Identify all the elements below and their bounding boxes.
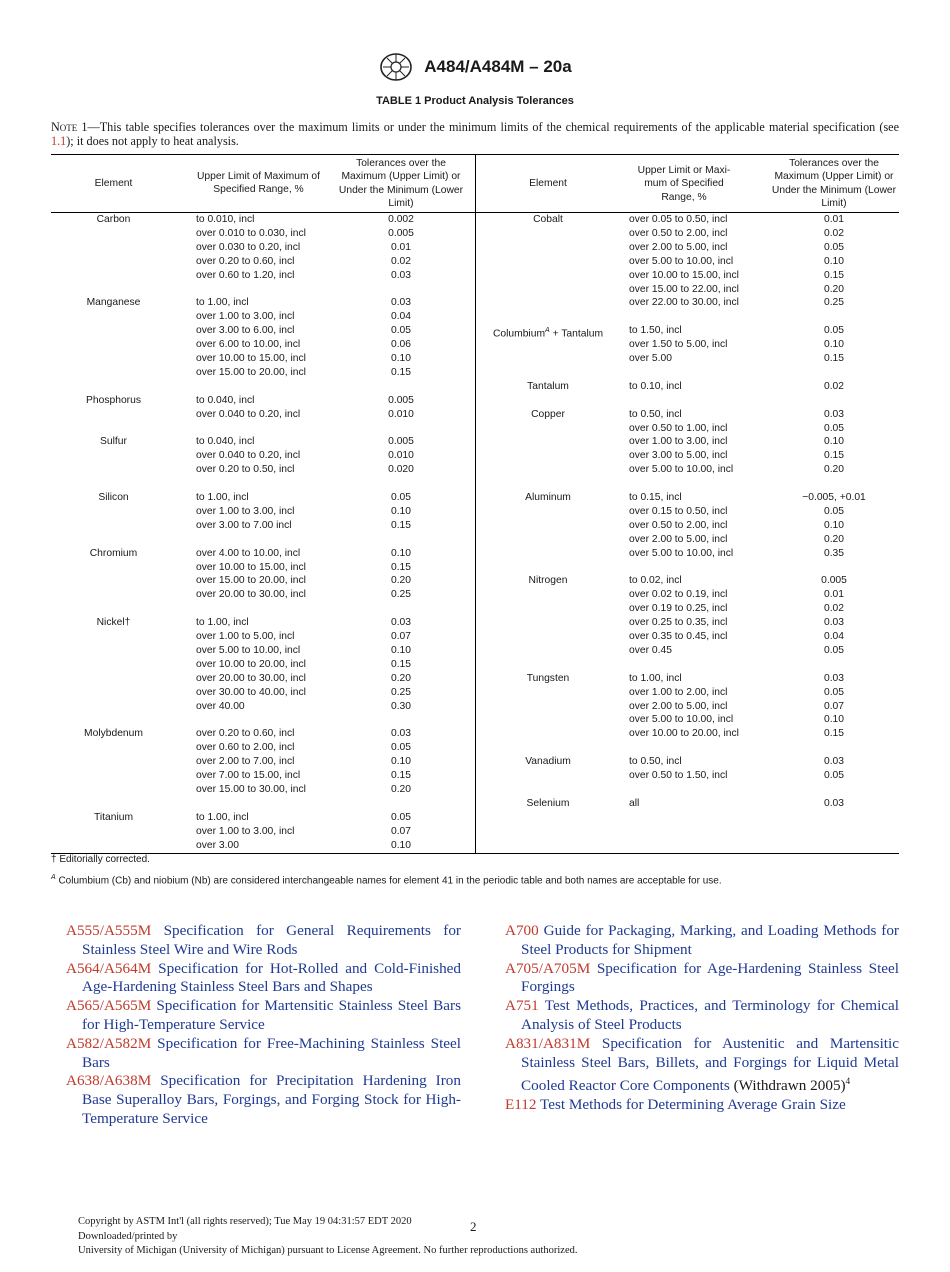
range-cell: over 10.00 to 15.00, incl <box>629 269 739 281</box>
tolerance-cell: 0.002 <box>388 214 414 225</box>
element-name-text: Cobalt <box>533 214 563 225</box>
range-cell: over 1.00 to 3.00, incl <box>196 311 295 323</box>
tolerance-cell: 0.02 <box>823 227 845 239</box>
document-header <box>0 52 950 82</box>
range-cell: over 0.05 to 0.50, incl <box>629 214 728 225</box>
element-name-text: Carbon <box>96 214 131 225</box>
tolerance-cell: 0.15 <box>390 561 412 573</box>
tolerance-cell: 0.25 <box>390 686 412 698</box>
tolerance-cell: 0.05 <box>823 422 845 434</box>
reference-code-link[interactable]: A565/A565M <box>66 997 152 1015</box>
element-name-text: Columbium <box>492 328 546 340</box>
range-cell: to 1.00, incl <box>196 617 249 629</box>
range-cell: over 4.00 to 10.00, incl <box>196 547 301 559</box>
range-cell: over 0.45 <box>629 644 672 656</box>
tolerance-cell: 0.03 <box>823 408 845 420</box>
range-cell: over 1.50 to 5.00, incl <box>629 339 728 351</box>
tolerance-cell: 0.05 <box>823 325 845 337</box>
element-name-text: Titanium <box>93 811 134 823</box>
range-cell: over 15.00 to 30.00, incl <box>196 783 306 795</box>
element-name <box>483 797 613 811</box>
range-cell: over 0.60 to 2.00, incl <box>196 742 295 754</box>
element-name-text: Vanadium <box>525 756 571 768</box>
reference-title: Test Methods, Practices, and Terminology for Chemical Analysis of Steel Products <box>521 997 899 1033</box>
range-cell: over 2.00 to 5.00, incl <box>629 700 728 712</box>
range-cell: over 22.00 to 30.00, incl <box>629 297 739 309</box>
footnote-a-mark: A <box>51 874 56 881</box>
element-name-text: Tungsten <box>526 672 570 684</box>
element-name-text: Chromium <box>89 547 138 559</box>
range-cell: over 30.00 to 40.00, incl <box>196 686 306 698</box>
range-cell: over 1.00 to 5.00, incl <box>196 631 295 642</box>
footnote-dagger: † Editorially corrected. <box>51 854 150 865</box>
range-cell: over 1.00 to 3.00, incl <box>629 436 728 448</box>
element-name <box>51 811 176 825</box>
footnote-a <box>51 874 722 886</box>
reference-code-link[interactable]: A582/A582M <box>66 1034 152 1052</box>
range-cell: over 3.00 to 6.00, incl <box>196 325 295 337</box>
footer-license: University of Michigan (University of Michigan) pursuant to License Agreement. No further reproductions authorized. <box>78 1245 578 1256</box>
element-name-suffix: + Tantalum <box>549 328 604 340</box>
tolerance-cell: 0.005 <box>388 436 414 448</box>
tolerance-cell: 0.20 <box>823 533 845 545</box>
tolerance-cell: 0.02 <box>823 380 845 392</box>
tolerance-cell: 0.02 <box>823 603 845 615</box>
product-analysis-tolerances-table <box>51 154 899 854</box>
element-name-text: Copper <box>531 408 565 420</box>
element-name <box>483 380 613 394</box>
range-cell: over 3.00 to 7.00 incl <box>196 519 292 531</box>
range-cell: to 0.040, incl <box>196 394 255 406</box>
tolerance-cell: 0.02 <box>390 255 412 267</box>
note-label: Note 1 <box>51 120 88 134</box>
range-cell: over 1.00 to 3.00, incl <box>196 825 295 837</box>
reference-item[interactable] <box>505 922 899 960</box>
tolerance-cell: 0.03 <box>390 269 412 281</box>
reference-status: (Withdrawn 2005) <box>729 1077 846 1095</box>
tolerance-cell: 0.04 <box>390 311 412 323</box>
tolerance-cell: 0.15 <box>390 658 412 670</box>
range-cell: over 0.19 to 0.25, incl <box>629 603 728 615</box>
element-name-text: Manganese <box>86 297 141 309</box>
range-cell: over 5.00 to 10.00, incl <box>629 714 734 726</box>
tolerance-cell: 0.35 <box>823 547 845 559</box>
range-cell: over 0.20 to 0.60, incl <box>196 728 295 740</box>
tolerance-cell: 0.005 <box>388 394 414 406</box>
reference-footnote-mark: 4 <box>845 1076 851 1087</box>
range-cell: over 0.25 to 0.35, incl <box>629 617 728 629</box>
header-tolerances-left: Tolerances over the Maximum (Upper Limit) or Under the Minimum (Lower Limit) <box>338 158 464 210</box>
range-cell: over 15.00 to 22.00, incl <box>629 283 739 295</box>
reference-title: Specification for General Requirements for Stainless Steel Wire and Wire Rods <box>82 922 461 958</box>
tolerance-cell: 0.20 <box>390 672 412 684</box>
range-cell: to 0.010, incl <box>196 214 255 225</box>
tolerance-cell: 0.07 <box>390 825 412 837</box>
tolerance-cell: 0.03 <box>390 728 412 740</box>
tolerance-cell: 0.25 <box>390 589 412 601</box>
range-cell: over 5.00 to 10.00, incl <box>629 255 734 267</box>
tolerance-cell: 0.03 <box>823 617 845 629</box>
range-cell: over 20.00 to 30.00, incl <box>196 672 306 684</box>
table-note <box>51 120 899 148</box>
tolerance-cell: 0.20 <box>823 464 845 476</box>
range-cell: all <box>629 797 640 809</box>
tolerance-cell: 0.05 <box>823 241 845 253</box>
element-name <box>51 296 176 310</box>
tolerance-cell: 0.15 <box>823 353 845 364</box>
tolerance-cell: 0.15 <box>390 366 412 378</box>
footer-downloaded: Downloaded/printed by <box>78 1230 178 1242</box>
tolerance-cell: 0.05 <box>390 742 412 754</box>
element-name-text: Phosphorus <box>86 394 141 406</box>
reference-code-link[interactable]: E112 <box>505 1096 537 1114</box>
reference-title: Test Methods for Determining Average Grain Size <box>536 1096 846 1114</box>
page-footer <box>78 1215 578 1259</box>
reference-item[interactable] <box>505 1035 899 1096</box>
element-name <box>51 491 176 505</box>
reference-item[interactable] <box>505 960 899 998</box>
tolerance-cell: 0.10 <box>390 547 412 559</box>
reference-item[interactable] <box>505 1096 899 1115</box>
element-name-text: Sulfur <box>100 436 127 448</box>
range-cell: over 0.040 to 0.20, incl <box>196 408 301 420</box>
range-cell: to 1.50, incl <box>629 325 682 337</box>
range-cell: over 0.02 to 0.19, incl <box>629 589 728 601</box>
range-cell: over 2.00 to 5.00, incl <box>629 533 728 545</box>
reference-code-link[interactable]: A700 <box>505 922 539 939</box>
reference-code-link[interactable]: A555/A555M <box>66 922 152 939</box>
reference-item[interactable] <box>66 1035 461 1073</box>
tolerance-cell: 0.15 <box>823 269 845 281</box>
tolerance-cell: 0.05 <box>823 770 845 781</box>
reference-title: Specification for Age-Hardening Stainless Steel Forgings <box>521 959 899 996</box>
reference-code-link[interactable]: A705/A705M <box>505 959 591 977</box>
tolerance-cell: 0.03 <box>823 797 845 809</box>
range-cell: over 0.040 to 0.20, incl <box>196 450 301 462</box>
tolerance-cell: 0.10 <box>823 714 845 726</box>
tolerance-cell: 0.15 <box>390 770 412 781</box>
tolerance-cell: 0.10 <box>823 519 845 531</box>
tolerance-cell: 0.005 <box>821 575 847 587</box>
range-cell: over 10.00 to 15.00, incl <box>196 561 306 573</box>
tolerance-cell: 0.03 <box>390 297 412 309</box>
range-cell: to 1.00, incl <box>196 811 249 823</box>
references-left-column <box>66 922 461 1129</box>
tolerance-cell: −0.005, +0.01 <box>802 492 866 503</box>
element-name <box>483 213 613 227</box>
reference-title: Specification for Martensitic Stainless Steel Bars for High-Temperature Service <box>82 997 461 1033</box>
tolerance-cell: 0.05 <box>823 644 845 656</box>
tolerance-cell: 0.05 <box>823 505 845 517</box>
range-cell: over 1.00 to 2.00, incl <box>629 686 728 698</box>
element-name <box>51 727 176 741</box>
element-name <box>483 491 613 505</box>
range-cell: to 0.50, incl <box>629 756 682 768</box>
range-cell: to 0.15, incl <box>629 492 682 503</box>
range-cell: over 0.010 to 0.030, incl <box>196 227 306 239</box>
range-cell: over 2.00 to 7.00, incl <box>196 756 295 768</box>
range-cell: over 3.00 to 5.00, incl <box>629 450 728 462</box>
reference-code-link[interactable]: A751 <box>505 997 539 1015</box>
range-cell: over 0.60 to 1.20, incl <box>196 269 295 281</box>
header-upper-limit-right: Upper Limit or Maxi-mum of Specified Range, % <box>637 165 731 203</box>
range-cell: over 0.50 to 1.50, incl <box>629 770 728 781</box>
tolerance-cell: 0.10 <box>390 353 412 364</box>
header-tolerances-right: Tolerances over the Maximum (Upper Limit) or Under the Minimum (Lower Limit) <box>771 158 897 210</box>
tolerance-cell: 0.05 <box>823 686 845 698</box>
range-cell: over 0.50 to 2.00, incl <box>629 519 728 531</box>
range-cell: over 20.00 to 30.00, incl <box>196 589 306 601</box>
page-number: 2 <box>470 1219 477 1234</box>
element-name <box>51 547 176 561</box>
note-reference-link[interactable]: 1.1 <box>51 134 67 148</box>
tolerance-cell: 0.10 <box>823 255 845 267</box>
footer-copyright: Copyright by ASTM Int'l (all rights reserved); Tue May 19 04:31:57 EDT 2020 <box>78 1216 412 1227</box>
note-text-before: —This table specifies tolerances over the maximum limits or under the minimum limits of the chemical requirements of the applicable material specification (see <box>87 120 900 134</box>
element-name <box>51 616 176 630</box>
element-name-text: Molybdenum <box>84 728 143 740</box>
tolerance-cell: 0.05 <box>390 492 412 503</box>
range-cell: over 5.00 <box>629 353 672 364</box>
document-designation: A484/A484M – 20a <box>424 57 572 76</box>
tolerance-cell: 0.10 <box>390 644 412 656</box>
range-cell: over 0.15 to 0.50, incl <box>629 505 728 517</box>
reference-item[interactable] <box>66 922 461 960</box>
tolerance-cell: 0.01 <box>390 241 412 253</box>
element-name <box>483 408 613 422</box>
range-cell: to 1.00, incl <box>629 672 682 684</box>
range-cell: to 0.02, incl <box>629 575 682 587</box>
tolerance-cell: 0.010 <box>388 450 414 462</box>
footnote-a-text: Columbium (Cb) and niobium (Nb) are considered interchangeable names for element 41 in the periodic table and both names are acceptable for use. <box>55 875 722 887</box>
astm-logo-icon <box>378 52 414 82</box>
tolerance-cell: 0.020 <box>388 464 414 476</box>
element-name <box>483 755 613 769</box>
references-right-column <box>505 922 899 1115</box>
tolerance-cell: 0.07 <box>390 631 412 642</box>
tolerance-cell: 0.30 <box>390 700 412 712</box>
range-cell: over 10.00 to 15.00, incl <box>196 353 306 364</box>
range-cell: over 0.20 to 0.60, incl <box>196 255 295 267</box>
range-cell: over 5.00 to 10.00, incl <box>629 547 734 559</box>
reference-title: Specification for Austenitic and Martensitic Stainless Steel Bars, Billets, and Forgings for Liquid Metal Cooled Reactor Core Components <box>521 1034 899 1095</box>
table-column-divider <box>475 155 476 853</box>
range-cell: over 3.00 <box>196 839 239 851</box>
reference-title: Guide for Packaging, Marking, and Loading Methods for Steel Products for Shipment <box>521 922 899 958</box>
header-upper-limit-left: Upper Limit of Maximum of Specified Range, % <box>196 171 321 196</box>
tolerance-cell: 0.20 <box>390 575 412 587</box>
tolerance-cell: 0.10 <box>823 339 845 351</box>
range-cell: over 0.030 to 0.20, incl <box>196 241 301 253</box>
tolerance-cell: 0.03 <box>823 756 845 768</box>
tolerance-cell: 0.10 <box>823 436 845 448</box>
tolerance-cell: 0.005 <box>388 227 414 239</box>
tolerance-cell: 0.10 <box>390 756 412 768</box>
tolerance-cell: 0.01 <box>823 589 845 601</box>
tolerance-cell: 0.03 <box>823 672 845 684</box>
element-name-text: Nitrogen <box>528 575 568 587</box>
reference-title: Specification for Precipitation Hardening Iron Base Superalloy Bars, Forgings, and Forging Stock for High-Temperature Service <box>82 1072 461 1127</box>
reference-item[interactable] <box>66 997 461 1035</box>
element-name-text: Selenium <box>526 797 570 809</box>
reference-title: Specification for Hot-Rolled and Cold-Finished Age-Hardening Stainless Steel Bars and Shapes <box>82 959 461 996</box>
tolerance-cell: 0.06 <box>390 339 412 351</box>
range-cell: over 0.20 to 0.50, incl <box>196 464 295 476</box>
range-cell: to 0.10, incl <box>629 380 682 392</box>
table-title: TABLE 1 Product Analysis Tolerances <box>376 95 574 107</box>
range-cell: over 10.00 to 20.00, incl <box>196 658 306 670</box>
range-cell: over 15.00 to 20.00, incl <box>196 366 306 378</box>
tolerance-cell: 0.20 <box>823 283 845 295</box>
header-element-right: Element <box>529 178 567 189</box>
range-cell: over 10.00 to 20.00, incl <box>629 728 739 740</box>
element-name-text: Aluminum <box>525 492 571 503</box>
range-cell: over 5.00 to 10.00, incl <box>629 464 734 476</box>
tolerance-cell: 0.03 <box>390 617 412 629</box>
reference-code-link[interactable]: A831/A831M <box>505 1034 591 1052</box>
tolerance-cell: 0.15 <box>823 728 845 740</box>
tolerance-cell: 0.01 <box>823 214 845 225</box>
element-name <box>483 324 613 341</box>
range-cell: over 0.50 to 2.00, incl <box>629 227 728 239</box>
element-name-text: Nickel† <box>96 617 131 629</box>
range-cell: over 7.00 to 15.00, incl <box>196 770 301 781</box>
tolerance-cell: 0.25 <box>823 297 845 309</box>
range-cell: to 1.00, incl <box>196 492 249 503</box>
element-name <box>51 435 176 449</box>
range-cell: over 5.00 to 10.00, incl <box>196 644 301 656</box>
element-name <box>483 672 613 686</box>
tolerance-cell: 0.04 <box>823 631 845 642</box>
range-cell: to 0.50, incl <box>629 408 682 420</box>
tolerance-cell: 0.010 <box>388 408 414 420</box>
note-text-after: ); it does not apply to heat analysis. <box>66 134 239 148</box>
range-cell: over 6.00 to 10.00, incl <box>196 339 301 351</box>
range-cell: over 2.00 to 5.00, incl <box>629 241 728 253</box>
element-name <box>51 213 176 227</box>
tolerance-cell: 0.10 <box>390 505 412 517</box>
range-cell: to 0.040, incl <box>196 436 255 448</box>
element-name <box>483 574 613 588</box>
tolerance-cell: 0.20 <box>390 783 412 795</box>
reference-item[interactable] <box>505 997 899 1035</box>
tolerance-cell: 0.07 <box>823 700 845 712</box>
element-name <box>51 394 176 408</box>
range-cell: over 0.35 to 0.45, incl <box>629 631 728 642</box>
range-cell: over 0.50 to 1.00, incl <box>629 422 728 434</box>
range-cell: to 1.00, incl <box>196 297 249 309</box>
range-cell: over 40.00 <box>196 700 245 712</box>
element-name-text: Tantalum <box>527 380 569 392</box>
reference-code-link[interactable]: A638/A638M <box>66 1072 152 1090</box>
tolerance-cell: 0.10 <box>390 839 412 851</box>
tolerance-cell: 0.15 <box>390 519 412 531</box>
tolerance-cell: 0.05 <box>390 325 412 337</box>
element-footnote-mark: A <box>545 327 550 335</box>
reference-item[interactable] <box>66 1072 461 1128</box>
range-cell: over 1.00 to 3.00, incl <box>196 505 295 517</box>
tolerance-cell: 0.15 <box>823 450 845 462</box>
reference-title: Specification for Free-Machining Stainless Steel Bars <box>82 1034 461 1071</box>
header-element-left: Element <box>94 178 133 189</box>
range-cell: over 15.00 to 20.00, incl <box>196 575 306 587</box>
reference-code-link[interactable]: A564/A564M <box>66 959 152 977</box>
reference-item[interactable] <box>66 960 461 998</box>
tolerance-cell: 0.05 <box>390 811 412 823</box>
element-name-text: Silicon <box>98 492 129 503</box>
